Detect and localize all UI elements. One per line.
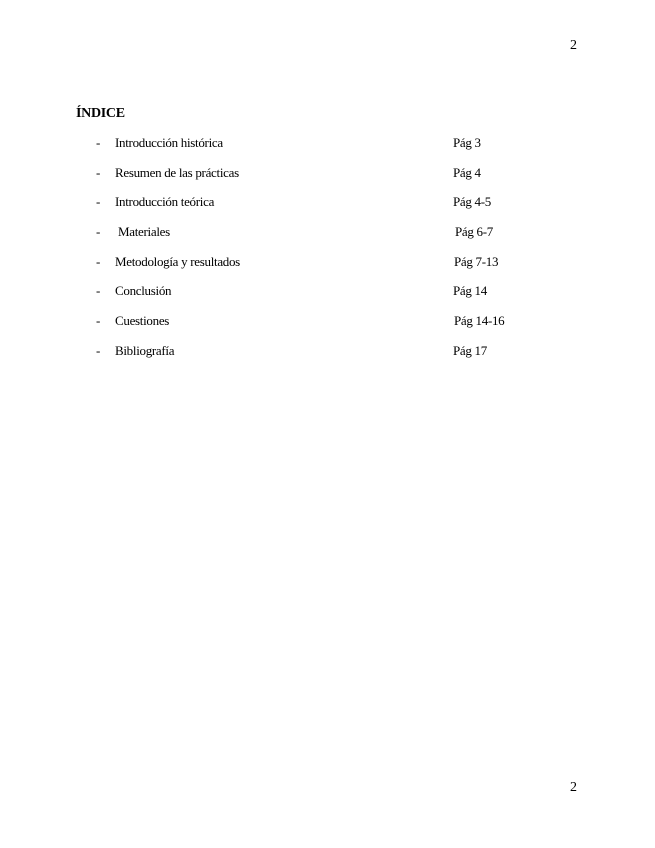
page-title: ÍNDICE bbox=[76, 106, 125, 121]
toc-item-page: Pág 4-5 bbox=[453, 194, 491, 210]
list-bullet: - bbox=[96, 283, 101, 299]
toc-item-label: Materiales bbox=[118, 224, 170, 240]
toc-item-label: Introducción histórica bbox=[115, 135, 223, 150]
toc-item-page: Pág 14-16 bbox=[454, 313, 505, 329]
toc-item-page: Pág 7-13 bbox=[454, 253, 499, 269]
toc-item-materiales bbox=[0, 224, 655, 254]
toc-item-label: Cuestiones bbox=[115, 313, 170, 329]
toc-item-label: Introducción teórica bbox=[115, 194, 215, 210]
toc-item-page: Pág 4 bbox=[453, 164, 481, 180]
toc-item-introduccion-teorica bbox=[0, 194, 655, 224]
list-bullet: - bbox=[96, 224, 101, 240]
table-of-contents bbox=[0, 135, 655, 373]
toc-item-label: Metodología y resultados bbox=[115, 253, 240, 269]
toc-item-page: Pág 17 bbox=[453, 342, 487, 358]
toc-item-resumen-practicas bbox=[0, 165, 655, 195]
toc-item-page: Pág 6-7 bbox=[455, 224, 493, 240]
list-bullet: - bbox=[96, 135, 101, 150]
list-bullet: - bbox=[96, 253, 101, 269]
list-bullet: - bbox=[96, 194, 101, 210]
toc-item-label: Resumen de las prácticas bbox=[115, 164, 239, 180]
page-number-top: 2 bbox=[570, 38, 577, 53]
list-bullet: - bbox=[96, 164, 101, 180]
toc-item-page: Pág 14 bbox=[453, 283, 487, 299]
page-number-bottom: 2 bbox=[570, 780, 577, 795]
toc-item-label: Conclusión bbox=[115, 283, 172, 299]
toc-item-metodologia-resultados bbox=[0, 254, 655, 284]
list-bullet: - bbox=[96, 313, 101, 329]
list-bullet: - bbox=[96, 342, 101, 358]
toc-item-introduccion-historica bbox=[0, 135, 655, 165]
toc-item-page: Pág 3 bbox=[453, 135, 481, 150]
toc-item-cuestiones bbox=[0, 313, 655, 343]
toc-item-conclusion bbox=[0, 283, 655, 313]
toc-item-bibliografia bbox=[0, 343, 655, 373]
toc-item-label: Bibliografía bbox=[115, 342, 175, 358]
